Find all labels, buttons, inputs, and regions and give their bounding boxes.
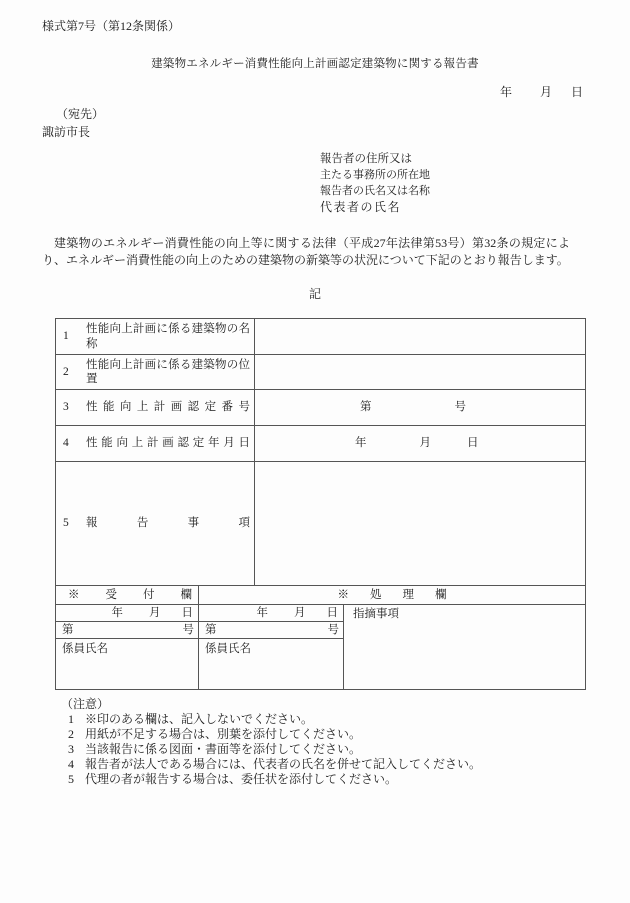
number-suffix-label: 号 xyxy=(327,623,339,636)
row-number: 4 xyxy=(63,437,69,450)
day-label: 日 xyxy=(181,606,193,619)
note-item xyxy=(55,727,595,742)
note-number: 4 xyxy=(68,757,74,771)
report-table xyxy=(55,318,586,690)
row-label: 性能向上計画認定番号 xyxy=(86,401,250,414)
year-label: 年 xyxy=(256,606,268,619)
notes-heading: （注意） xyxy=(61,697,110,711)
day-label: 日 xyxy=(570,85,583,99)
note-item xyxy=(55,772,595,787)
row5-label-cell xyxy=(56,461,254,585)
row1-label-cell xyxy=(56,319,254,354)
number-suffix-label: 号 xyxy=(454,401,466,414)
processing-number-field xyxy=(198,621,343,638)
report-items-field xyxy=(254,461,585,585)
note-item xyxy=(55,757,595,772)
day-label: 日 xyxy=(326,606,338,619)
processing-staff-name-label: 係員氏名 xyxy=(198,638,343,689)
day-label: 日 xyxy=(467,437,479,450)
note-text: ※印のある欄は、記入しないでください。 xyxy=(85,712,314,726)
record-heading: 記 xyxy=(308,287,321,301)
processing-column-header: ※処理欄 xyxy=(198,585,585,604)
note-number: 2 xyxy=(68,727,74,741)
reception-column-header: ※受付欄 xyxy=(56,585,198,604)
month-label: 月 xyxy=(294,606,306,619)
form-number: 様式第7号（第12条関係） xyxy=(42,19,181,33)
number-prefix-label: 第 xyxy=(62,623,74,636)
note-text: 代理の者が報告する場合は、委任状を添付してください。 xyxy=(85,772,398,786)
representative-name-label: 代表者の氏名 xyxy=(320,200,402,214)
month-label: 月 xyxy=(419,437,431,450)
main-table xyxy=(56,319,585,585)
year-label: 年 xyxy=(355,437,367,450)
building-name-field xyxy=(254,319,585,354)
note-text: 用紙が不足する場合は、別葉を添付してください。 xyxy=(85,727,362,741)
note-text: 当該報告に係る図面・書面等を添付してください。 xyxy=(85,742,362,756)
office-use-table xyxy=(56,585,585,689)
row-number: 5 xyxy=(63,517,69,530)
certification-number-field xyxy=(254,389,585,425)
note-item xyxy=(55,712,595,727)
month-label: 月 xyxy=(539,85,552,99)
reporter-name-label: 報告者の氏名又は名称 xyxy=(320,185,430,197)
reporter-address-label: 報告者の住所又は xyxy=(320,153,412,165)
row-number: 1 xyxy=(63,330,69,343)
number-prefix-label: 第 xyxy=(205,623,217,636)
remarks-label: 指摘事項 xyxy=(343,604,585,689)
year-label: 年 xyxy=(499,85,512,99)
processing-date-field xyxy=(198,604,343,621)
addressee-label: （宛先） xyxy=(56,107,105,121)
body-paragraph: 建築物のエネルギー消費性能の向上等に関する法律（平成27年法律第53号）第32条の規定により、エネルギー消費性能の向上のための建築物の新築等の状況について下記のとおり報告します。 xyxy=(42,236,570,267)
building-location-field xyxy=(254,354,585,389)
note-number: 3 xyxy=(68,742,74,756)
row-number: 3 xyxy=(63,401,69,414)
note-number: 5 xyxy=(68,772,74,786)
addressee-name: 諏訪市長 xyxy=(42,125,91,139)
reception-date-field xyxy=(56,604,198,621)
reporter-block xyxy=(320,151,430,215)
notes-list xyxy=(55,712,595,787)
reception-number-field xyxy=(56,621,198,638)
row-number: 2 xyxy=(63,365,69,378)
reception-staff-name-label: 係員氏名 xyxy=(56,638,198,689)
row-label: 報告事項 xyxy=(86,517,250,530)
row-label: 性能向上計画に係る建築物の位置 xyxy=(86,358,250,385)
row3-label-cell xyxy=(56,389,254,425)
row-label: 性能向上計画に係る建築物の名称 xyxy=(86,323,250,350)
number-prefix-label: 第 xyxy=(360,401,372,414)
reporter-office-location-label: 主たる事務所の所在地 xyxy=(320,169,430,181)
certification-date-field xyxy=(254,425,585,461)
row-label: 性能向上計画認定年月日 xyxy=(86,437,250,450)
note-text: 報告者が法人である場合には、代表者の氏名を併せて記入してください。 xyxy=(85,757,482,771)
number-suffix-label: 号 xyxy=(182,623,194,636)
year-label: 年 xyxy=(111,606,123,619)
row2-label-cell xyxy=(56,354,254,389)
note-item xyxy=(55,742,595,757)
row4-label-cell xyxy=(56,425,254,461)
note-number: 1 xyxy=(68,712,74,726)
date-line xyxy=(500,85,583,100)
page-title: 建築物エネルギー消費性能向上計画認定建築物に関する報告書 xyxy=(151,58,479,70)
month-label: 月 xyxy=(149,606,161,619)
